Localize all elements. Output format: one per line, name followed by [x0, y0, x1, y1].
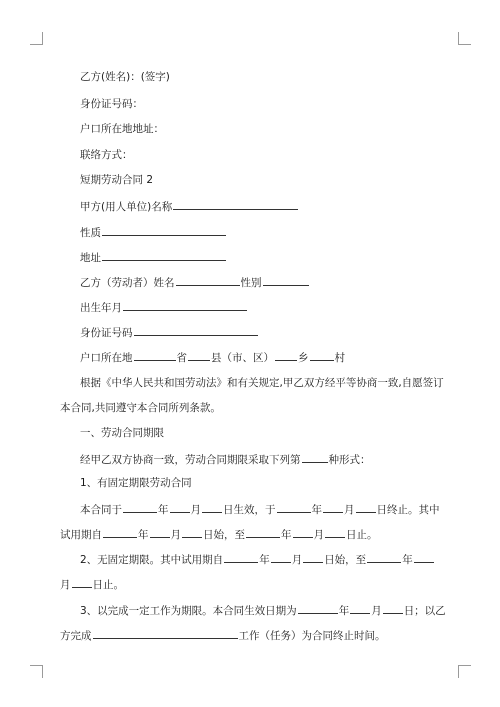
blank [383, 602, 403, 614]
text: 日；以乙 [403, 605, 446, 617]
id-number-line [80, 97, 442, 111]
blank [275, 349, 297, 361]
blank [367, 551, 401, 563]
text: 日始，至 [203, 529, 245, 541]
fixed-term-heading [80, 476, 442, 490]
blank [302, 451, 328, 463]
crop-mark-top-left [30, 32, 43, 45]
text: 3、以完成一定工作为期限。本合同生效日期为 [80, 605, 297, 617]
blank [325, 526, 345, 538]
text: 月 [344, 504, 355, 516]
blank [224, 551, 258, 563]
employee-id-line [80, 324, 442, 340]
employee-name-line [80, 274, 442, 290]
text: 日终止。其中 [376, 504, 440, 516]
text: 工作（任务）为合同终止时间。 [238, 630, 386, 642]
text: 日始，至 [324, 554, 367, 566]
effective-date-line [80, 501, 442, 517]
text: 村 [334, 352, 345, 364]
address-line [80, 249, 442, 265]
blank [271, 551, 291, 563]
blank [102, 224, 226, 236]
text: 年 [281, 529, 292, 541]
preamble-line-1 [80, 376, 442, 390]
text: 年 [402, 554, 413, 566]
text: 1、有固定期限劳动合同 [80, 477, 192, 489]
text: 联络方式： [80, 149, 133, 161]
blank [134, 324, 258, 336]
task-based-line [80, 602, 446, 618]
text: 地址 [80, 252, 101, 264]
text: 试用期自 [60, 529, 102, 541]
text: 年 [158, 504, 169, 516]
text: 本合同,共同遵守本合同所列条款。 [60, 402, 221, 414]
text: 月 [371, 605, 382, 617]
blank [103, 526, 137, 538]
text: 根据《中华人民共和国劳动法》和有关规定,甲乙双方经平等协商一致,自愿签订 [80, 377, 444, 389]
text: 性别 [240, 277, 262, 289]
text: 性质 [80, 227, 101, 239]
blank [93, 627, 238, 639]
term-form-line [80, 451, 442, 467]
text: 种形式： [328, 454, 371, 466]
birth-date-line [80, 299, 442, 315]
text: 身份证号码： [80, 98, 143, 110]
blank [323, 501, 343, 513]
text: 年 [138, 529, 149, 541]
blank [150, 526, 170, 538]
household-address-line [80, 122, 442, 136]
nature-line [80, 224, 442, 240]
text: 短期劳动合同 2 [80, 174, 154, 186]
blank [303, 551, 323, 563]
open-ended-line-2 [60, 576, 442, 592]
blank [170, 501, 190, 513]
blank [414, 551, 434, 563]
text: 省 [176, 352, 187, 364]
blank [246, 526, 280, 538]
blank [123, 501, 157, 513]
text: 户口所在地地址： [80, 123, 164, 135]
blank [277, 501, 311, 513]
blank [72, 576, 92, 588]
text: 日止。 [92, 579, 124, 591]
blank [134, 349, 176, 361]
text: 乡 [298, 352, 309, 364]
text: 户口所在地 [80, 352, 133, 364]
text: 乙方(姓名)：(签字) [80, 71, 170, 83]
text: 出生年月 [80, 302, 122, 314]
probation-line [60, 526, 442, 542]
text: 月 [60, 579, 71, 591]
text: 县（市、区） [211, 352, 274, 364]
blank [173, 198, 298, 210]
text: 日生效，于 [223, 504, 276, 516]
text: 经甲乙双方协商一致，劳动合同期限采取下列第 [80, 454, 301, 466]
text: 一、劳动合同期限 [80, 427, 164, 439]
crop-mark-top-right [458, 32, 471, 45]
employer-name-line [80, 198, 442, 214]
text: 甲方(用人单位)名称 [80, 201, 173, 213]
text: 方完成 [60, 630, 92, 642]
party-b-signature-line [80, 70, 442, 84]
blank [356, 501, 376, 513]
blank [263, 274, 309, 286]
blank [298, 602, 338, 614]
text: 身份证号码 [80, 327, 133, 339]
text: 2、无固定期限。其中试用期自 [80, 554, 224, 566]
blank [123, 299, 247, 311]
text: 日止。 [346, 529, 378, 541]
preamble-line-2 [60, 401, 442, 415]
household-registration-line [80, 349, 442, 365]
text: 月 [170, 529, 181, 541]
text: 本合同于 [80, 504, 122, 516]
text: 年 [259, 554, 270, 566]
crop-mark-bottom-right [458, 665, 471, 678]
text: 年 [311, 504, 322, 516]
blank [350, 602, 370, 614]
section-heading-term [80, 426, 442, 440]
blank [202, 501, 222, 513]
text: 月 [313, 529, 324, 541]
text: 年 [338, 605, 350, 617]
blank [102, 249, 226, 261]
contact-line [80, 148, 442, 162]
blank [188, 349, 210, 361]
text: 月 [190, 504, 201, 516]
open-ended-line [80, 551, 442, 567]
blank [310, 349, 334, 361]
blank [176, 274, 240, 286]
task-based-line-2 [60, 627, 442, 643]
contract-title [80, 173, 442, 187]
blank [182, 526, 202, 538]
text: 月 [291, 554, 303, 566]
text: 乙方（劳动者）姓名 [80, 277, 175, 289]
crop-mark-bottom-left [30, 665, 43, 678]
blank [293, 526, 313, 538]
